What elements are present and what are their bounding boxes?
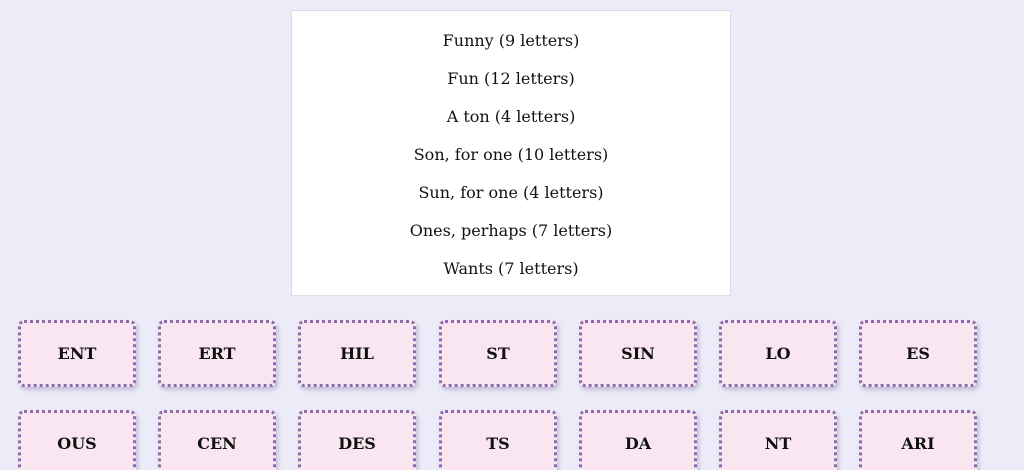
tile-ent[interactable]: ENT (18, 320, 136, 387)
tile-des[interactable]: DES (298, 410, 416, 470)
clue-5: Sun, for one (4 letters) (418, 183, 604, 202)
tile-ts[interactable]: TS (439, 410, 557, 470)
tile-st[interactable]: ST (439, 320, 557, 387)
clue-panel (291, 10, 731, 296)
clue-3: A ton (4 letters) (446, 107, 576, 126)
clue-1: Funny (9 letters) (442, 31, 580, 50)
tile-ari[interactable]: ARI (859, 410, 977, 470)
tile-nt[interactable]: NT (719, 410, 837, 470)
tile-ert[interactable]: ERT (158, 320, 276, 387)
tile-hil[interactable]: HIL (298, 320, 416, 387)
tile-ous[interactable]: OUS (18, 410, 136, 470)
clue-6: Ones, perhaps (7 letters) (409, 221, 613, 240)
tile-es[interactable]: ES (859, 320, 977, 387)
clue-4: Son, for one (10 letters) (413, 145, 609, 164)
tile-sin[interactable]: SIN (579, 320, 697, 387)
clue-2: Fun (12 letters) (447, 69, 575, 88)
tile-lo[interactable]: LO (719, 320, 837, 387)
clue-7: Wants (7 letters) (443, 259, 579, 278)
tile-da[interactable]: DA (579, 410, 697, 470)
tile-cen[interactable]: CEN (158, 410, 276, 470)
